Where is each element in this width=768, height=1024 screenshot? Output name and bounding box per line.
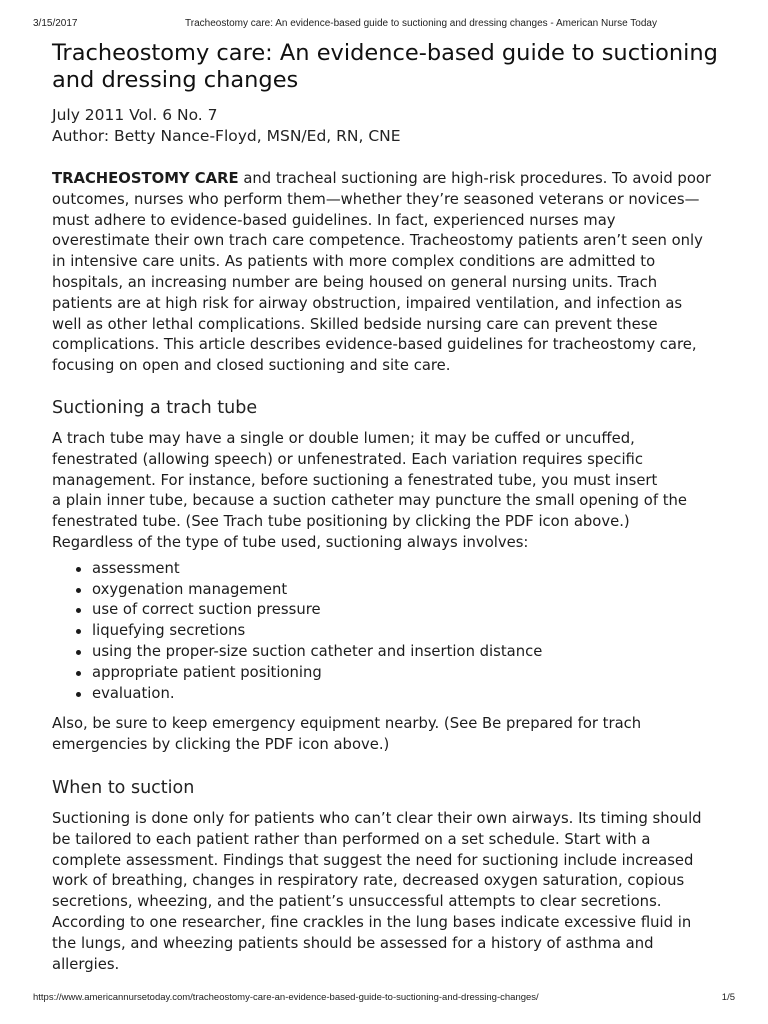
article-title-line-1: Tracheostomy care: An evidence-based guide to suctioning [52,40,718,66]
paragraph-line: fenestrated (allowing speech) or unfenestrated. Each variation requires specific [52,450,644,468]
bullet-dot-icon [76,629,81,634]
article-meta [52,105,722,147]
paragraph-line: Suctioning is done only for patients who can’t clear their own airways. Its timing should [52,809,702,827]
intro-line: well as other lethal complications. Skilled bedside nursing care can prevent these [52,315,658,333]
paragraph-line: Regardless of the type of tube used, suctioning always involves: [52,533,529,551]
paragraph-line: Also, be sure to keep emergency equipment nearby. (See Be prepared for trach [52,715,642,733]
section-heading-suctioning: Suctioning a trach tube [52,397,258,418]
when-to-suction-paragraph [52,809,722,975]
paragraph-line: management. For instance, before suctioning a fenestrated tube, you must insert [52,471,658,489]
paragraph-line: emergencies by clicking the PDF icon above.) [52,736,390,754]
author-info: Author: Betty Nance-Floyd, MSN/Ed, RN, CNE [52,127,401,145]
paragraph-line: complete assessment. Findings that suggest the need for suctioning include increased [52,851,694,869]
issue-info: July 2011 Vol. 6 No. 7 [52,106,218,124]
list-item [52,559,722,580]
intro-paragraph [52,169,722,377]
list-item [52,580,722,601]
print-header [33,18,735,32]
intro-lead: TRACHEOSTOMY CARE [52,170,239,187]
article-title [52,40,722,94]
print-page-title: Tracheostomy care: An evidence-based guide to suctioning and dressing changes - American Nurse Today [185,18,657,29]
intro-line: must adhere to evidence-based guidelines. In fact, experienced nurses may [52,211,616,229]
paragraph-line: allergies. [52,955,120,973]
print-footer [33,992,735,1006]
paragraph-line: the lungs, and wheezing patients should be assessed for a history of asthma and [52,934,654,952]
list-item-text: evaluation. [92,684,175,702]
list-item [52,663,722,684]
paragraph-line: According to one researcher, fine crackles in the lung bases indicate excessive fluid in [52,913,692,931]
bullet-dot-icon [76,650,81,655]
intro-line: outcomes, nurses who perform them—whether they’re seasoned veterans or novices— [52,190,700,208]
list-item-text: oxygenation management [92,580,288,598]
list-item-text: use of correct suction pressure [92,601,321,619]
bullet-dot-icon [76,692,81,697]
intro-line: patients are at high risk for airway obstruction, impaired ventilation, and infection as [52,294,683,312]
list-item [52,621,722,642]
intro-line: overestimate their own trach care competence. Tracheostomy patients aren’t seen only [52,232,703,250]
intro-line: hospitals, an increasing number are being housed on general nursing units. Trach [52,273,658,291]
paragraph-line: secretions, wheezing, and the patient’s unsuccessful attempts to clear secretions. [52,893,662,911]
list-item [52,600,722,621]
paragraph-line: be tailored to each patient rather than performed on a set schedule. Start with a [52,830,651,848]
intro-line: in intensive care units. As patients with more complex conditions are admitted to [52,253,656,271]
list-item-text: appropriate patient positioning [92,663,322,681]
bullet-dot-icon [76,567,81,572]
list-item [52,684,722,705]
list-item-text: liquefying secretions [92,622,246,640]
intro-line: and tracheal suctioning are high-risk procedures. To avoid poor [238,170,712,187]
list-item [52,642,722,663]
section-heading-when-to-suction: When to suction [52,777,195,798]
bullet-dot-icon [76,588,81,593]
page-number: 1/5 [721,992,735,1003]
bullet-dot-icon [76,608,81,613]
article [52,40,722,975]
print-date: 3/15/2017 [33,18,78,29]
article-title-line-2: and dressing changes [52,67,299,93]
suctioning-steps-list [52,559,722,705]
list-item-text: using the proper-size suction catheter and insertion distance [92,642,543,660]
emergency-paragraph [52,714,722,756]
page-url: https://www.americannursetoday.com/tracheostomy-care-an-evidence-based-guide-to-suctioning-and-dressing-changes/ [33,992,539,1003]
paragraph-line: work of breathing, changes in respiratory rate, decreased oxygen saturation, copious [52,872,685,890]
paragraph-line: A trach tube may have a single or double lumen; it may be cuffed or uncuffed, [52,429,635,447]
paragraph-line: a plain inner tube, because a suction catheter may puncture the small opening of the [52,492,688,510]
paragraph-line: fenestrated tube. (See Trach tube positioning by clicking the PDF icon above.) [52,513,630,531]
intro-line: complications. This article describes evidence-based guidelines for tracheostomy care, [52,336,697,354]
suctioning-paragraph [52,429,722,554]
intro-line: focusing on open and closed suctioning and site care. [52,357,451,375]
bullet-dot-icon [76,671,81,676]
list-item-text: assessment [92,559,180,577]
